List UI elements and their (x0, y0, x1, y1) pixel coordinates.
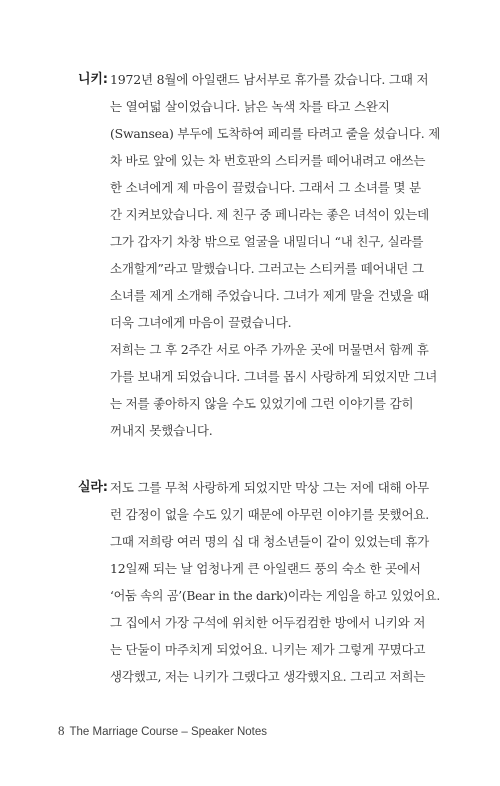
text-line (78, 282, 438, 309)
paragraph-line: 소녀를 제게 소개해 주었습니다. 그녀가 제게 말을 건넸을 때 (110, 288, 429, 303)
text-line (78, 201, 438, 228)
paragraph-line: 한 소녀에게 제 마음이 끌렸습니다. 그래서 그 소녀를 몇 분 (110, 180, 421, 195)
text-line (78, 228, 438, 255)
paragraph-line: 꺼내지 못했습니다. (110, 423, 213, 438)
dialogue-block-nicky (78, 66, 441, 444)
paragraph-line: 는 저를 좋아하지 않을 수도 있었기에 그런 이야기를 감히 (110, 396, 414, 411)
paragraph-line: 는 열여덟 살이었습니다. 낡은 녹색 차를 타고 스완지 (110, 99, 390, 114)
text-line (78, 636, 438, 663)
text-line (78, 309, 438, 336)
text-line (78, 417, 438, 444)
speaker-label-sila: 실라: (78, 480, 108, 495)
text-line (78, 663, 438, 690)
paragraph-line: 소개할게”라고 말했습니다. 그러고는 스티커를 떼어내던 그 (110, 261, 424, 276)
paragraph-line: 차 바로 앞에 있는 차 번호판의 스티커를 떼어내려고 애쓰는 (110, 153, 426, 168)
page-number: 8 (58, 723, 65, 738)
text-line (78, 336, 438, 363)
paragraph-line: 가를 보내게 되었습니다. 그녀를 몹시 사랑하게 되었지만 그녀 (110, 369, 438, 384)
text-line (78, 582, 441, 609)
speaker-label-nicky: 니키: (78, 72, 108, 87)
text-line (78, 528, 438, 555)
text-line (78, 174, 438, 201)
paragraph-line: 간 지켜보았습니다. 제 친구 중 페니라는 좋은 녀석이 있는데 (110, 207, 429, 222)
paragraph-line: 저도 그를 무척 사랑하게 되었지만 막상 그는 저에 대해 아무 (110, 480, 429, 495)
text-line (78, 147, 438, 174)
paragraph-line: (Swansea) 부두에 도착하여 페리를 타려고 줄을 섰습니다. 제 (110, 126, 441, 141)
paragraph-line: 그 집에서 가장 구석에 위치한 어두컴컴한 방에서 니키와 저 (110, 615, 426, 630)
paragraph-line: 는 단둘이 마주치게 되었어요. 니키는 제가 그렇게 꾸몄다고 (110, 642, 426, 657)
paragraph-line: ‘어둠 속의 곰’(Bear in the dark)이라는 게임을 하고 있었어요. (110, 588, 441, 603)
paragraph-line: 12일째 되는 날 엄청나게 큰 아일랜드 풍의 숙소 한 곳에서 (110, 561, 421, 576)
paragraph-line: 저희는 그 후 2주간 서로 아주 가까운 곳에 머물면서 함께 휴 (110, 342, 429, 357)
text-line (78, 93, 438, 120)
text-line (78, 66, 438, 93)
paragraph-line: 더욱 그녀에게 마음이 끌렸습니다. (110, 315, 292, 330)
running-title: The Marriage Course – Speaker Notes (69, 726, 268, 738)
paragraph-line: 그때 저희랑 여러 명의 십 대 청소년들이 같이 있었는데 휴가 (110, 534, 429, 549)
text-line (78, 255, 438, 282)
paragraph-line: 1972년 8월에 아일랜드 남서부로 휴가를 갔습니다. 그때 저 (110, 72, 429, 87)
paragraph-line: 런 감정이 없을 수도 있기 때문에 아무런 이야기를 못했어요. (110, 507, 429, 522)
text-line (78, 501, 438, 528)
text-line (78, 390, 438, 417)
dialogue-block-sila (78, 474, 441, 690)
text-line (78, 363, 438, 390)
paragraph-line: 그가 갑자기 차창 밖으로 얼굴을 내밀더니 “내 친구, 실라를 (110, 234, 424, 249)
page-footer (58, 723, 267, 739)
text-line (78, 609, 438, 636)
text-line (78, 120, 441, 147)
paragraph-line: 생각했고, 저는 니키가 그랬다고 생각했지요. 그리고 저희는 (110, 669, 426, 684)
text-line (78, 555, 438, 582)
text-line (78, 474, 438, 501)
